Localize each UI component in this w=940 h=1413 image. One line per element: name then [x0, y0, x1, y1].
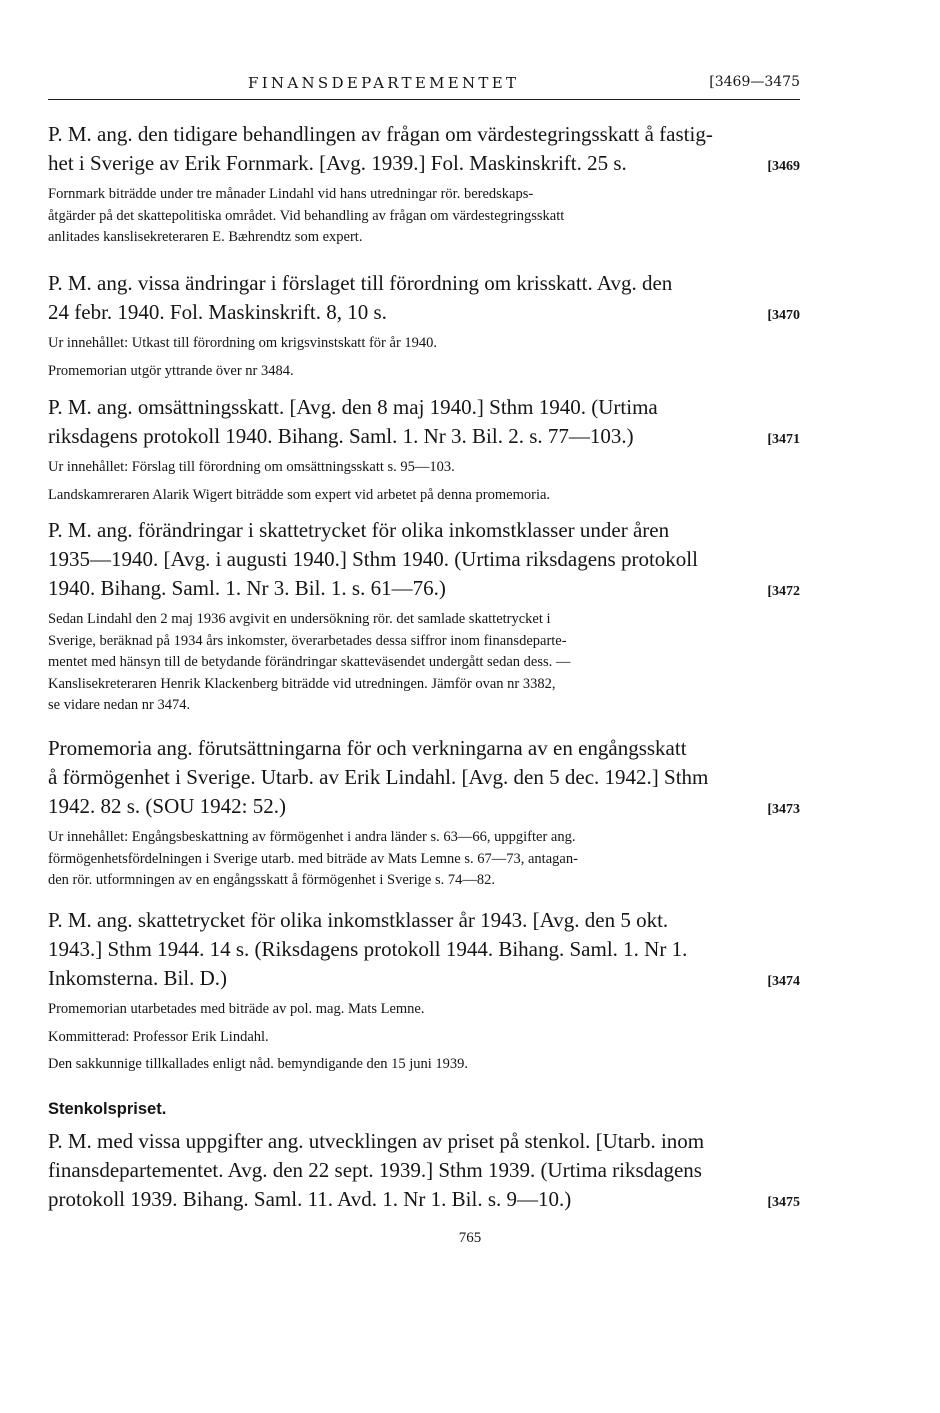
- entry-note: [48, 333, 800, 355]
- entry-reference-number: [3473: [767, 802, 800, 817]
- entry-reference-number: [3469: [767, 159, 800, 174]
- entry-main-line: [48, 545, 800, 574]
- entry-main-line-text: P. M. ang. skattetrycket för olika inkomstklasser år 1943. [Avg. den 5 okt.: [48, 908, 669, 932]
- entry-3470: [48, 269, 800, 382]
- entry-main-line: [48, 393, 800, 422]
- entry-note-line: Ur innehållet: Förslag till förordning om omsättningsskatt s. 95—103.: [48, 459, 455, 475]
- entry-main-line: [48, 1185, 800, 1214]
- entry-note: [48, 184, 800, 249]
- entry-main-line: [48, 574, 800, 603]
- section-heading: Stenkolspriset.: [48, 1100, 167, 1118]
- entry-3475: [48, 1127, 800, 1214]
- entry-main-line-text: P. M. ang. förändringar i skattetrycket för olika inkomstklasser under åren: [48, 518, 670, 542]
- page-number: 765: [458, 1230, 482, 1246]
- entry-main-text: [48, 734, 800, 821]
- entry-note-line: Fornmark biträdde under tre månader Lindahl vid hans utredningar rör. beredskaps-: [48, 186, 534, 202]
- entry-main-line: [48, 792, 800, 821]
- entry-note-line: Kommitterad: Professor Erik Lindahl.: [48, 1028, 269, 1045]
- entry-note-line: Promemorian utarbetades med biträde av pol. mag. Mats Lemne.: [48, 1001, 425, 1017]
- entry-note-line: Den sakkunnige tillkallades enligt nåd. bemyndigande den 15 juni 1939.: [48, 1056, 469, 1072]
- entry-main-line-text: 1935—1940. [Avg. i augusti 1940.] Sthm 1940. (Urtima riksdagens protokoll: [48, 547, 698, 571]
- entry-main-line: [48, 422, 800, 451]
- entry-note-line: mentet med hänsyn till de betydande förändringar skatteväsendet undergått sedan dess. —: [48, 654, 571, 670]
- entry-reference-number: [3475: [767, 1195, 800, 1210]
- entry-note-line: Kanslisekreteraren Henrik Klackenberg biträdde vid utredningen. Jämför ovan nr 3382,: [48, 675, 556, 692]
- header-entry-range: [3469—3475: [709, 74, 800, 90]
- entry-note-line: Promemorian utgör yttrande över nr 3484.: [48, 362, 294, 379]
- entry-3474: [48, 906, 800, 1076]
- entry-main-line: [48, 906, 800, 935]
- entry-main-text: [48, 1127, 800, 1214]
- entry-main-line: [48, 935, 800, 964]
- entry-main-line-text: finansdepartementet. Avg. den 22 sept. 1939.] Sthm 1939. (Urtima riksdagens: [48, 1158, 702, 1182]
- entry-main-line: [48, 763, 800, 792]
- header-rule: [48, 99, 800, 100]
- entry-reference-number: [3472: [767, 584, 800, 599]
- entry-note: [48, 999, 800, 1021]
- entry-main-line: [48, 964, 800, 993]
- entry-note: [48, 609, 800, 717]
- entry-note: [48, 827, 800, 892]
- entry-note-line: Ur innehållet: Utkast till förordning om krigsvinstskatt för år 1940.: [48, 335, 438, 351]
- entry-main-line-text: Inkomsterna. Bil. D.): [48, 966, 228, 990]
- entry-note: [48, 1054, 800, 1076]
- entry-main-line-text: P. M. ang. den tidigare behandlingen av frågan om värdestegringsskatt å fastig-: [48, 122, 713, 146]
- entry-3473: [48, 734, 800, 892]
- entry-main-line: [48, 1156, 800, 1185]
- entry-3471: [48, 393, 800, 506]
- entry-note-line: Sedan Lindahl den 2 maj 1936 avgivit en undersökning rör. det samlade skattetrycket i: [48, 611, 551, 627]
- entry-main-line-text: riksdagens protokoll 1940. Bihang. Saml. 1. Nr 3. Bil. 2. s. 77—103.): [48, 424, 634, 448]
- entry-note-line: åtgärder på det skattepolitiska området. Vid behandling av frågan om värdestegringsskatt: [48, 207, 565, 224]
- entry-main-line-text: 24 febr. 1940. Fol. Maskinskrift. 8, 10 s.: [48, 300, 387, 324]
- entry-reference-number: [3471: [767, 432, 800, 447]
- entry-3472: [48, 516, 800, 717]
- entry-main-text: [48, 120, 800, 178]
- entry-main-line-text: Promemoria ang. förutsättningarna för och verkningarna av en engångsskatt: [48, 736, 687, 760]
- entry-note-line: Landskamreraren Alarik Wigert biträdde som expert vid arbetet på denna promemoria.: [48, 486, 551, 503]
- entry-main-line: [48, 298, 800, 327]
- entry-reference-number: [3470: [767, 308, 800, 323]
- entry-main-text: [48, 516, 800, 603]
- entry-note: [48, 485, 800, 507]
- entry-main-line-text: protokoll 1939. Bihang. Saml. 11. Avd. 1. Nr 1. Bil. s. 9—10.): [48, 1187, 572, 1211]
- entry-main-line: [48, 1127, 800, 1156]
- entry-main-text: [48, 269, 800, 327]
- entry-main-line-text: P. M. ang. omsättningsskatt. [Avg. den 8 maj 1940.] Sthm 1940. (Urtima: [48, 395, 658, 419]
- entry-note: [48, 1027, 800, 1049]
- entry-note-line: se vidare nedan nr 3474.: [48, 697, 191, 713]
- entry-note-line: förmögenhetsfördelningen i Sverige utarb. med biträde av Mats Lemne s. 67—73, antagan-: [48, 850, 578, 867]
- entry-main-line: [48, 734, 800, 763]
- entry-main-line-text: P. M. med vissa uppgifter ang. utvecklingen av priset på stenkol. [Utarb. inom: [48, 1129, 705, 1153]
- entry-note-line: anlitades kanslisekreteraren E. Bæhrendtz som expert.: [48, 229, 363, 245]
- entry-3469: [48, 120, 800, 249]
- entry-note-line: Sverige, beräknad på 1934 års inkomster, överarbetades dessa siffror inom finansdeparte-: [48, 632, 567, 649]
- header-title: FINANSDEPARTEMENTET: [248, 74, 520, 92]
- entry-note: [48, 361, 800, 383]
- running-header: [48, 74, 800, 98]
- entry-note-line: den rör. utformningen av en engångsskatt å förmögenhet i Sverige s. 74—82.: [48, 872, 495, 888]
- entry-main-line: [48, 269, 800, 298]
- entry-note-line: Ur innehållet: Engångsbeskattning av förmögenhet i andra länder s. 63—66, uppgifter ang.: [48, 829, 576, 845]
- entry-main-text: [48, 393, 800, 451]
- entry-note: [48, 457, 800, 479]
- entry-main-text: [48, 906, 800, 993]
- entry-main-line-text: P. M. ang. vissa ändringar i förslaget till förordning om krisskatt. Avg. den: [48, 271, 673, 295]
- entry-main-line: [48, 516, 800, 545]
- entry-main-line-text: 1940. Bihang. Saml. 1. Nr 3. Bil. 1. s. 61—76.): [48, 576, 446, 600]
- entry-reference-number: [3474: [767, 974, 800, 989]
- entry-main-line: [48, 120, 800, 149]
- entry-main-line-text: å förmögenhet i Sverige. Utarb. av Erik Lindahl. [Avg. den 5 dec. 1942.] Sthm: [48, 765, 709, 789]
- entry-main-line-text: 1942. 82 s. (SOU 1942: 52.): [48, 794, 287, 818]
- entry-main-line-text: het i Sverige av Erik Fornmark. [Avg. 1939.] Fol. Maskinskrift. 25 s.: [48, 151, 627, 175]
- entry-main-line-text: 1943.] Sthm 1944. 14 s. (Riksdagens protokoll 1944. Bihang. Saml. 1. Nr 1.: [48, 937, 688, 961]
- entry-main-line: [48, 149, 800, 178]
